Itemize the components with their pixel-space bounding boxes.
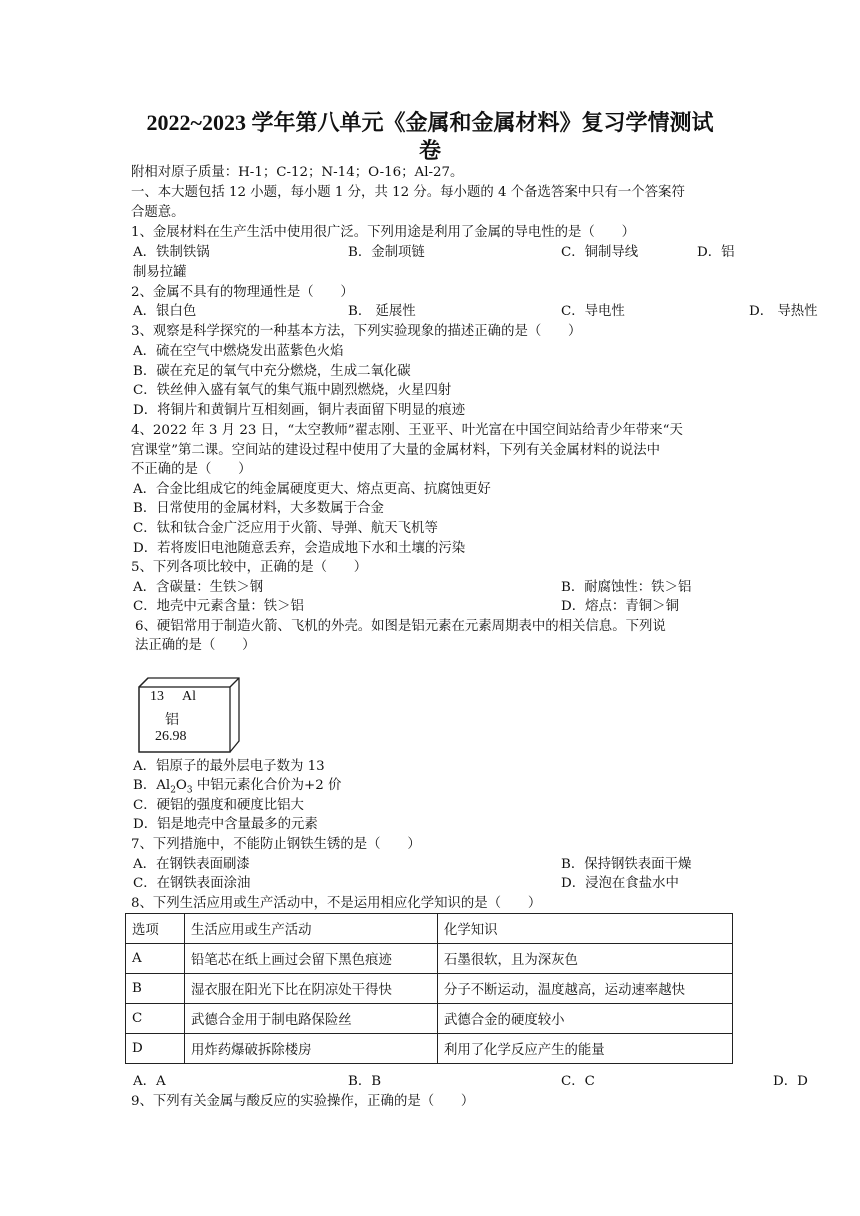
aluminum-element-tile (138, 677, 234, 751)
q3-option-b: B．碳在充足的氧气中充分燃烧，生成二氧化碳 (133, 364, 411, 379)
section1-instructions: 一、本大题包括 12 小题，每小题 1 分，共 12 分。每小题的 4 个备选答案中只有一个答案符 (131, 185, 685, 200)
q6-option-b-sub2: 3 (186, 785, 193, 796)
q8-option-c: C．C (561, 1074, 595, 1089)
q1-option-a: A．铁制铁锅 (133, 245, 210, 260)
q8-stem: 8、下列生活应用或生产活动中，不是运用相应化学知识的是（ ） (131, 896, 542, 911)
q7-option-b: B．保持钢铁表面干燥 (561, 857, 692, 872)
q5-option-d: D．熔点：青铜＞铜 (561, 599, 679, 614)
relative-atomic-mass: 26.98 (155, 729, 187, 744)
q2-option-b: B． 延展性 (348, 304, 416, 319)
q5-option-a: A．含碳量：生铁＞钢 (133, 580, 264, 595)
exam-title-line1: 2022~2023 学年第八单元《金属和金属材料》复习学情测试 (146, 110, 714, 135)
atomic-mass-line: 附相对原子质量：H-1；C-12；N-14；O-16；Al-27。 (131, 165, 464, 180)
table-cell: A (126, 944, 185, 974)
q2-option-a: A．银白色 (133, 304, 197, 319)
q1-stem: 1、金展材料在生产生活中使用很广泛。下列用途是利用了金属的导电性的是（ ） (131, 225, 635, 240)
table-cell: D (126, 1034, 185, 1064)
q7-stem: 7、下列措施中，不能防止钢铁生锈的是（ ） (131, 837, 421, 852)
q8-table (125, 913, 733, 1064)
q6-option-b-text: 中铝元素化合价为+2 价 (192, 778, 342, 793)
table-header-cell: 化学知识 (438, 914, 733, 944)
q5-option-b: B．耐腐蚀性：铁＞铝 (561, 580, 692, 595)
table-cell: B (126, 974, 185, 1004)
table-header-cell: 选项 (126, 914, 185, 944)
q1-option-d-cont: 制易拉罐 (133, 265, 187, 280)
q6-option-b-formula-pre: B．Al (133, 778, 171, 793)
element-symbol: Al (182, 689, 196, 704)
q4-option-b: B．日常使用的金属材料，大多数属于合金 (133, 501, 384, 516)
q3-stem: 3、观察是科学探究的一种基本方法，下列实验现象的描述正确的是（ ） (131, 324, 582, 339)
element-name: 铝 (165, 712, 179, 728)
q3-option-a: A．硫在空气中燃烧发出蓝紫色火焰 (133, 344, 344, 359)
table-cell: 用炸药爆破拆除楼房 (185, 1034, 438, 1064)
q3-option-d: D．将铜片和黄铜片互相刻画，铜片表面留下明显的痕迹 (133, 403, 466, 418)
exam-title-line2: 卷 (418, 138, 441, 163)
table-header-row (126, 914, 733, 944)
q4-stem-cont2: 不正确的是（ ） (131, 462, 252, 477)
q3-option-c: C．铁丝伸入盛有氧气的集气瓶中剧烈燃烧，火星四射 (133, 383, 452, 398)
q6-option-c: C．硬铝的强度和硬度比铝大 (133, 798, 304, 813)
q2-option-c: C．导电性 (561, 304, 625, 319)
table-row (126, 1034, 733, 1064)
q6-option-d: D．铝是地壳中含量最多的元素 (133, 817, 318, 832)
q7-option-a: A．在钢铁表面刷漆 (133, 857, 250, 872)
table-cell: 武德合金用于制电路保险丝 (185, 1004, 438, 1034)
q5-stem: 5、下列各项比较中，正确的是（ ） (131, 560, 368, 575)
section1-instructions-cont: 合题意。 (131, 205, 185, 220)
q4-option-c: C．钛和钛合金广泛应用于火箭、导弹、航天飞机等 (133, 521, 438, 536)
table-row (126, 944, 733, 974)
q6-option-a: A．铝原子的最外层电子数为 13 (133, 759, 325, 774)
q6-stem: 6、硬铝常用于制造火箭、飞机的外壳。如图是铝元素在元素周期表中的相关信息。下列说 (135, 619, 666, 634)
atomic-number: 13 (150, 689, 164, 704)
q2-option-d: D． 导热性 (749, 304, 818, 319)
table-cell: 武德合金的硬度较小 (438, 1004, 733, 1034)
q8-option-a: A．A (133, 1074, 166, 1089)
q7-option-d: D．浸泡在食盐水中 (561, 876, 679, 891)
table-cell: 湿衣服在阳光下比在阴凉处干得快 (185, 974, 438, 1004)
q6-stem-cont: 法正确的是（ ） (135, 638, 256, 653)
table-cell: 石墨很软，且为深灰色 (438, 944, 733, 974)
q1-option-c: C．铜制导线 (561, 245, 639, 260)
q4-option-a: A．合金比组成它的纯金属硬度更大、熔点更高、抗腐蚀更好 (133, 482, 491, 497)
q8-option-b: B．B (348, 1074, 382, 1089)
q8-option-d: D．D (773, 1074, 808, 1089)
q4-option-d: D．若将废旧电池随意丢弃，会造成地下水和土壤的污染 (133, 541, 466, 556)
table-row (126, 974, 733, 1004)
table-row (126, 1004, 733, 1034)
q4-stem-cont: 宫课堂”第二课。空间站的建设过程中使用了大量的金属材料，下列有关金属材料的说法中 (131, 443, 661, 458)
q6-option-b-formula-mid: O (175, 778, 187, 793)
q2-stem: 2、金属不具有的物理通性是（ ） (131, 285, 354, 300)
q1-option-b: B．金制项链 (348, 245, 425, 260)
q4-stem: 4、2022 年 3 月 23 日，“太空教师”翟志刚、王亚平、叶光富在中国空间站给青少年带来“天 (131, 423, 683, 438)
q7-option-c: C．在钢铁表面涂油 (133, 876, 251, 891)
table-cell: 利用了化学反应产生的能量 (438, 1034, 733, 1064)
table-cell: C (126, 1004, 185, 1034)
table-header-cell: 生活应用或生产活动 (185, 914, 438, 944)
q6-option-b-sub1: 2 (170, 785, 176, 796)
q5-option-c: C．地壳中元素含量：铁＞铝 (133, 599, 304, 614)
table-cell: 分子不断运动，温度越高，运动速率越快 (438, 974, 733, 1004)
q1-option-d: D．铝 (697, 245, 735, 260)
q9-stem: 9、下列有关金属与酸反应的实验操作，正确的是（ ） (131, 1094, 475, 1109)
q6-option-b (133, 776, 341, 795)
table-cell: 铅笔芯在纸上画过会留下黑色痕迹 (185, 944, 438, 974)
